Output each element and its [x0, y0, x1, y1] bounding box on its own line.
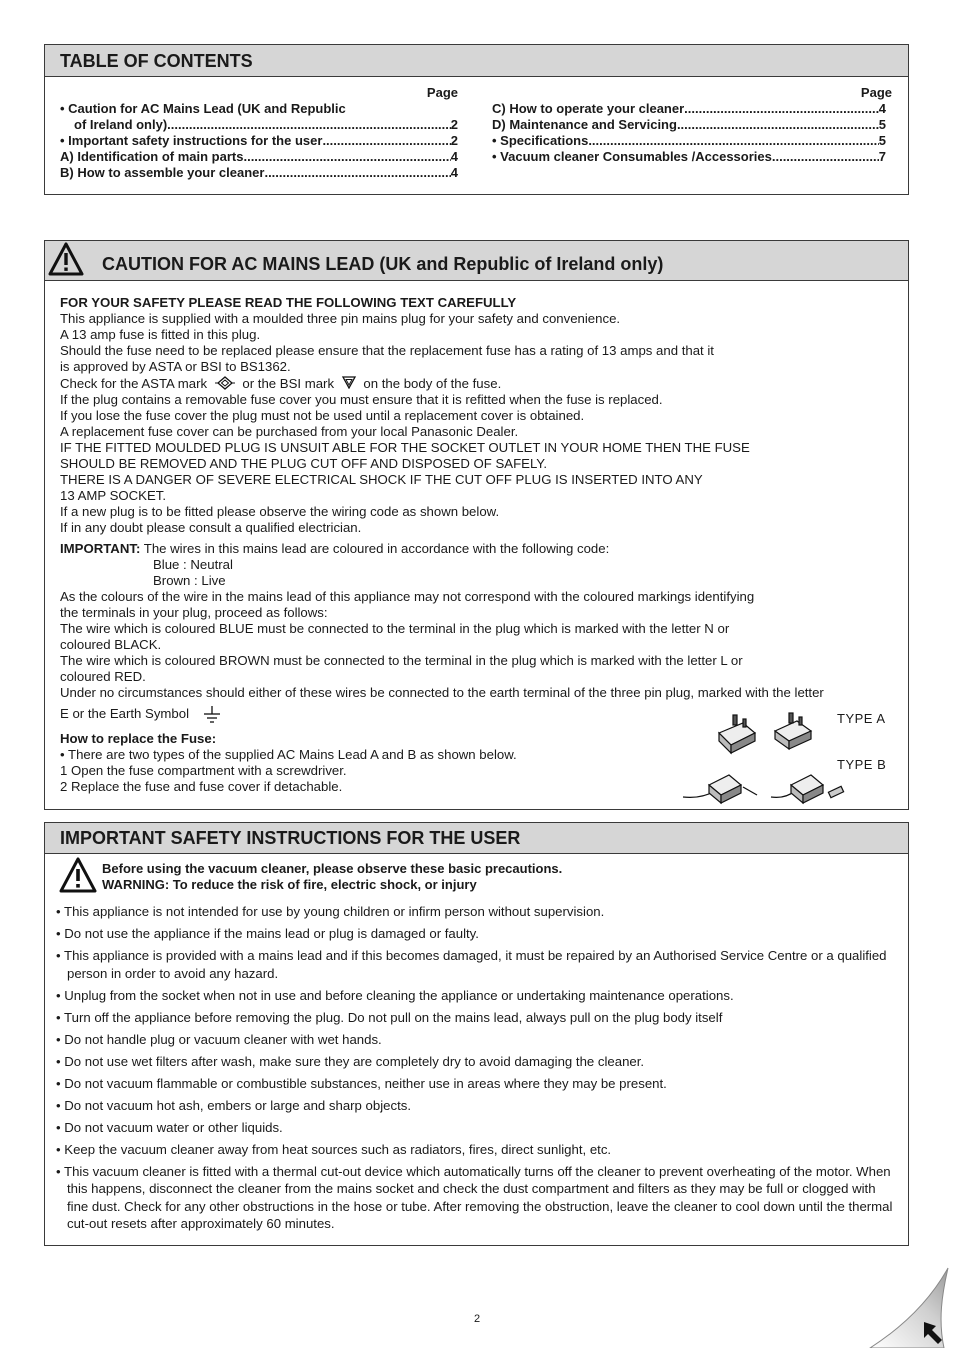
safety-item: • This appliance is provided with a mains lead and if this becomes damaged, it must be repaired by an Authorised Service Centre or a qualified person in order to avoid any hazard. [56, 948, 887, 981]
toc-leader [677, 117, 879, 133]
caution-line: coloured BLACK. [60, 637, 162, 652]
toc-entry[interactable]: C) How to operate your cleaner ..... 4 [492, 101, 892, 117]
toc-left-column [60, 85, 458, 181]
fuse-step: 2 Replace the fuse and fuse cover if detachable. [60, 779, 343, 794]
fuse-heading: How to replace the Fuse: [60, 731, 217, 746]
caution-section [44, 240, 909, 810]
safety-warning-line: WARNING: To reduce the risk of fire, electric shock, or injury [102, 877, 477, 892]
caution-line: SHOULD BE REMOVED AND THE PLUG CUT OFF AND DISPOSED OF SAFELY. [60, 456, 548, 471]
toc-entry[interactable]: • Vacuum cleaner Consumables /Accessories ..... 7 [492, 149, 892, 165]
caution-line: 13 AMP SOCKET. [60, 488, 167, 503]
safety-item: • This vacuum cleaner is fitted with a thermal cut-out device which automatically turns off the cleaner to prevent overheating of the motor. When this happens, disconnect the cleaner from the mains socket and check the dust compartment and filters as they may be full or clogged with fine dust. Check for any other obstructions in the hose or tube. After removing the obstruction, leave the cleaner to cool down until the thermal cut-out resets after approximately 60 minutes. [56, 1163, 893, 1231]
safety-intro-line: Before using the vacuum cleaner, please observe these basic precautions. [102, 861, 563, 876]
toc-leader [264, 165, 450, 181]
asta-mark-icon [214, 376, 236, 390]
toc-entry[interactable]: • Specifications ..... 5 [492, 133, 892, 149]
caution-line: As the colours of the wire in the mains lead of this appliance may not correspond with the coloured markings identifying [60, 589, 755, 604]
toc-leader [167, 117, 451, 133]
page-number: 2 [473, 1313, 481, 1325]
toc-entry[interactable]: • Important safety instructions for the user ..... 2 [60, 133, 458, 149]
caution-header [45, 241, 908, 281]
safety-instructions-section [44, 822, 909, 1246]
caution-line: is approved by ASTA or BSI to BS1362. [60, 359, 291, 374]
bsi-kitemark-icon [341, 375, 357, 389]
toc-page-label: Page [426, 85, 458, 100]
caution-line: The wire which is coloured BROWN must be connected to the terminal in the plug which is marked with the letter L or [60, 653, 743, 668]
caution-line: coloured RED. [60, 669, 146, 684]
wire-blue: Blue : Neutral [153, 557, 233, 572]
toc-entry[interactable]: • Caution for AC Mains Lead (UK and Republic [60, 101, 346, 116]
type-a-label: TYPE A [837, 711, 886, 726]
safety-item: • Do not vacuum water or other liquids. [56, 1119, 283, 1135]
toc-title: TABLE OF CONTENTS [60, 51, 253, 71]
safety-list [56, 903, 896, 1237]
safety-item: • This appliance is not intended for use by young children or infirm person without supervision. [56, 904, 605, 919]
caution-line: This appliance is supplied with a moulded three pin mains plug for your safety and convenience. [60, 311, 621, 326]
caution-lead: FOR YOUR SAFETY PLEASE READ THE FOLLOWING TEXT CAREFULLY [60, 295, 517, 310]
fuse-step: 1 Open the fuse compartment with a screwdriver. [60, 763, 347, 778]
safety-item: • Do not use wet filters after wash, make sure they are completely dry to avoid damaging the cleaner. [56, 1053, 645, 1069]
toc-right-column [492, 85, 892, 165]
type-b-label: TYPE B [837, 757, 887, 772]
toc-leader [322, 133, 450, 149]
safety-item: • Do not vacuum hot ash, embers or large and sharp objects. [56, 1097, 412, 1113]
caution-line: If a new plug is to be fitted please observe the wiring code as shown below. [60, 504, 500, 519]
earth-symbol-icon [201, 705, 223, 725]
toc-entry[interactable]: A) Identification of main parts ..... 4 [60, 149, 458, 165]
toc-header [45, 45, 908, 77]
toc-page-label: Page [860, 85, 892, 100]
toc-leader [588, 133, 878, 149]
safety-title: IMPORTANT SAFETY INSTRUCTIONS FOR THE USER [60, 828, 521, 848]
toc-entry[interactable]: of Ireland only) ..... 2 [60, 117, 458, 133]
safety-item: • Do not use the appliance if the mains lead or plug is damaged or faulty. [56, 926, 479, 941]
safety-item: • Do not vacuum flammable or combustible substances, neither use in areas where they may be present. [56, 1075, 667, 1091]
safety-item: • Unplug from the socket when not in use and before cleaning the appliance or undertaking maintenance operations. [56, 987, 734, 1003]
caution-line: The wire which is coloured BLUE must be connected to the terminal in the plug which is marked with the letter N or [60, 621, 730, 636]
safety-item: • Keep the vacuum cleaner away from heat sources such as radiators, fires, direct sunlight, etc. [56, 1141, 612, 1157]
safety-item: • Turn off the appliance before removing the plug. Do not pull on the mains lead, always pull on the plug body itself [56, 1009, 723, 1025]
caution-line: IF THE FITTED MOULDED PLUG IS UNSUIT ABLE FOR THE SOCKET OUTLET IN YOUR HOME THEN THE FUSE [60, 440, 750, 455]
toc-entry[interactable]: D) Maintenance and Servicing ..... 5 [492, 117, 892, 133]
important-line: IMPORTANT: The wires in this mains lead are coloured in accordance with the following code: [60, 541, 610, 556]
caution-line: A 13 amp fuse is fitted in this plug. [60, 327, 261, 342]
caution-body [60, 295, 824, 795]
caution-line: Under no circumstances should either of these wires be connected to the earth terminal of the three pin plug, marked with the letter [60, 685, 824, 700]
warning-triangle-icon [48, 242, 84, 276]
caution-line: If the plug contains a removable fuse cover you must ensure that it is refitted when the fuse is replaced. [60, 392, 663, 407]
fuse-step: • There are two types of the supplied AC Mains Lead A and B as shown below. [60, 747, 517, 762]
caution-line: If you lose the fuse cover the plug must not be used until a replacement cover is obtained. [60, 408, 585, 423]
wire-brown: Brown : Live [153, 573, 226, 588]
caution-line: A replacement fuse cover can be purchased from your local Panasonic Dealer. [60, 424, 519, 439]
caution-line: the terminals in your plug, proceed as follows: [60, 605, 328, 620]
earth-line: E or the Earth Symbol [60, 705, 824, 725]
toc-leader [772, 149, 879, 165]
safety-header [45, 823, 908, 854]
page-curl-next-icon[interactable] [868, 1264, 952, 1348]
plug-type-a-illustration [713, 711, 823, 755]
asta-bsi-line: Check for the ASTA mark or the BSI mark on the body of the fuse. [60, 376, 502, 391]
warning-triangle-icon [59, 857, 97, 893]
toc-leader [684, 101, 879, 117]
caution-line: If in any doubt please consult a qualified electrician. [60, 520, 362, 535]
caution-line: THERE IS A DANGER OF SEVERE ELECTRICAL SHOCK IF THE CUT OFF PLUG IS INSERTED INTO ANY [60, 472, 703, 487]
toc-leader [243, 149, 450, 165]
caution-line: Should the fuse need to be replaced please ensure that the replacement fuse has a rating of 13 amps and that it [60, 343, 714, 358]
caution-title: CAUTION FOR AC MAINS LEAD (UK and Republic of Ireland only) [102, 254, 664, 274]
plug-type-b-illustration [681, 763, 851, 805]
toc-entry[interactable]: B) How to assemble your cleaner ..... 4 [60, 165, 458, 181]
safety-item: • Do not handle plug or vacuum cleaner with wet hands. [56, 1031, 382, 1047]
safety-precautions-intro [102, 861, 562, 893]
table-of-contents [44, 44, 909, 195]
